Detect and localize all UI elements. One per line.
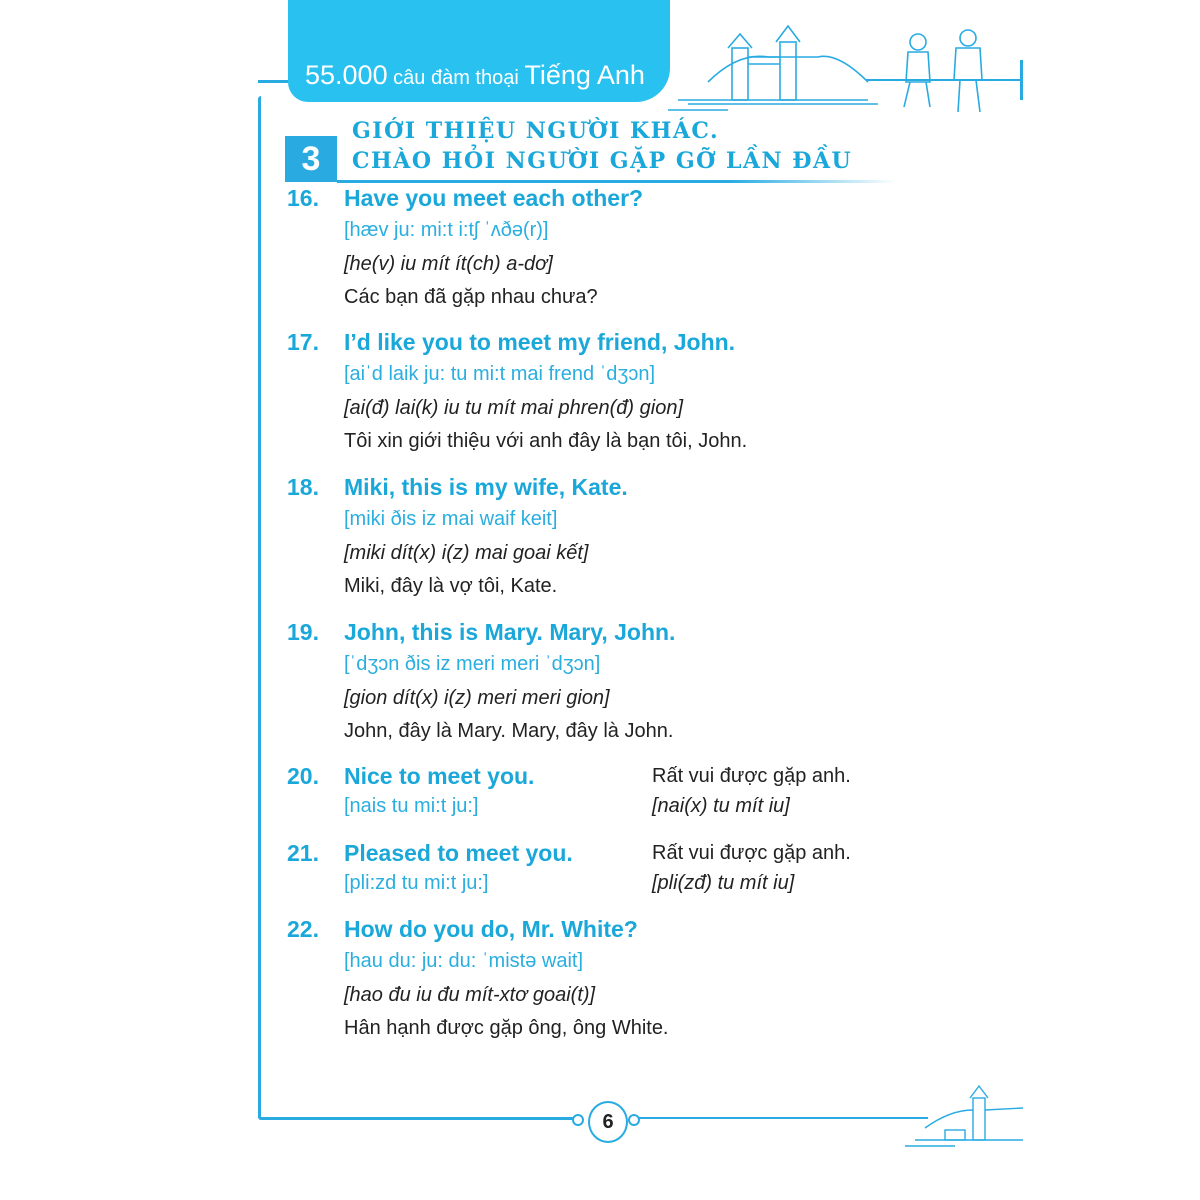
english-phrase: Miki, this is my wife, Kate. [344, 474, 628, 500]
page-number: 6 [588, 1101, 628, 1143]
english-phrase: How do you do, Mr. White? [344, 916, 638, 942]
vietnamese-pronunciation: [gion dít(x) i(z) meri meri gion] [344, 687, 610, 709]
vietnamese-translation: Rất vui được gặp anh. [652, 842, 851, 864]
tower-bridge-footer-illustration [905, 1080, 1025, 1150]
chapter-title-line-1: GIỚI THIỆU NGƯỜI KHÁC. [352, 118, 720, 144]
ipa-transcription: [nais tu mi:t ju:] [344, 795, 479, 817]
book-title-middle: câu đàm thoại [387, 67, 525, 89]
book-title-language: Tiếng Anh [524, 60, 645, 90]
vietnamese-translation: Hân hạnh được gặp ông, ông White. [344, 1017, 669, 1039]
vietnamese-translation: Miki, đây là vợ tôi, Kate. [344, 575, 558, 597]
entry-number: 16. [287, 185, 319, 211]
vietnamese-translation: Rất vui được gặp anh. [652, 765, 851, 787]
page-number-right-dot [628, 1114, 640, 1126]
vietnamese-translation: John, đây là Mary. Mary, đây là John. [344, 720, 674, 742]
ipa-transcription: [pli:zd tu mi:t ju:] [344, 872, 489, 894]
frame-top-curve [258, 80, 292, 83]
frame-bottom-right-line [638, 1117, 928, 1119]
chapter-title [352, 116, 852, 176]
english-phrase: I’d like you to meet my friend, John. [344, 329, 736, 355]
chapter-underline [337, 180, 897, 183]
ipa-transcription: [hau du: ju: du: ˈmistə wait] [344, 950, 584, 972]
entry-number: 20. [287, 763, 319, 789]
entry-number: 18. [287, 474, 319, 500]
vietnamese-pronunciation: [he(v) iu mít ít(ch) a-dơ] [344, 253, 553, 275]
vietnamese-pronunciation: [ai(đ) lai(k) iu tu mít mai phren(đ) gion] [344, 397, 684, 419]
chapter-title-line-2: CHÀO HỎI NGƯỜI GẶP GỠ LẦN ĐẦU [352, 148, 853, 174]
vietnamese-pronunciation: [hao đu iu đu mít-xtơ goai(t)] [344, 984, 596, 1006]
ipa-transcription: [aiˈd laik ju: tu mi:t mai frend ˈdʒɔn] [344, 363, 656, 385]
chapter-number-badge: 3 [285, 136, 337, 182]
english-phrase: Nice to meet you. [344, 763, 535, 789]
vietnamese-pronunciation: [pli(zđ) tu mít iu] [652, 872, 795, 894]
ipa-transcription: [ˈdʒɔn ðis iz meri meri ˈdʒɔn] [344, 653, 601, 675]
ipa-transcription: [miki ðis iz mai waif keit] [344, 508, 558, 530]
vietnamese-pronunciation: [miki dít(x) i(z) mai goai kết] [344, 542, 589, 564]
vietnamese-translation: Tôi xin giới thiệu với anh đây là bạn tôi, John. [344, 430, 748, 452]
entry-number: 22. [287, 916, 319, 942]
book-title [305, 60, 645, 91]
english-phrase: John, this is Mary. Mary, John. [344, 619, 676, 645]
english-phrase: Have you meet each other? [344, 185, 644, 211]
ipa-transcription: [hæv ju: mi:t i:tʃ ˈʌðə(r)] [344, 219, 549, 241]
tower-bridge-people-illustration [668, 12, 1028, 122]
entry-number: 19. [287, 619, 319, 645]
page-number-left-dot [572, 1114, 584, 1126]
english-phrase: Pleased to meet you. [344, 840, 573, 866]
frame-left-border [258, 96, 261, 1118]
entry-number: 17. [287, 329, 319, 355]
book-title-number: 55.000 [305, 60, 388, 90]
vietnamese-pronunciation: [nai(x) tu mít iu] [652, 795, 790, 817]
frame-bottom-left-line [258, 1117, 576, 1120]
vietnamese-translation: Các bạn đã gặp nhau chưa? [344, 286, 598, 308]
entry-number: 21. [287, 840, 319, 866]
